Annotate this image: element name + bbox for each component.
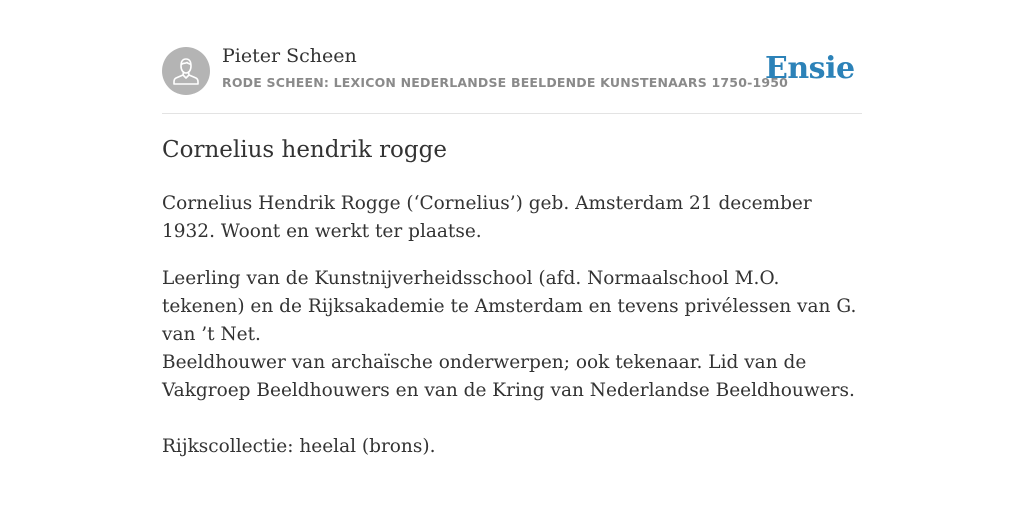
- source-name[interactable]: RODE SCHEEN: LEXICON NEDERLANDSE BEELDENDE KUNSTENAARS 1750-1950: [222, 75, 789, 90]
- article-paragraph: Cornelius Hendrik Rogge (‘Cornelius’) geb. Amsterdam 21 december 1932. Woont en werkt ter plaatse.: [162, 193, 812, 242]
- article-paragraph: Leerling van de Kunstnijverheidsschool (afd. Normaalschool M.O. tekenen) en de Rijksakademie te Amsterdam en tevens privélessen van G. van ’t Net.: [162, 268, 857, 345]
- ensie-logo[interactable]: Ensie: [765, 51, 855, 86]
- author-avatar[interactable]: [162, 47, 210, 95]
- article-header: [162, 44, 862, 114]
- author-name[interactable]: Pieter Scheen: [222, 45, 357, 67]
- article-paragraph: Rijkscollectie: heelal (brons).: [162, 436, 436, 457]
- article-title: Cornelius hendrik rogge: [162, 137, 447, 163]
- user-silhouette-icon: [162, 47, 210, 95]
- article-paragraph: Beeldhouwer van archaïsche onderwerpen; ook tekenaar. Lid van de Vakgroep Beeldhouwers en van de Kring van Nederlandse Beeldhouwers.: [162, 352, 855, 401]
